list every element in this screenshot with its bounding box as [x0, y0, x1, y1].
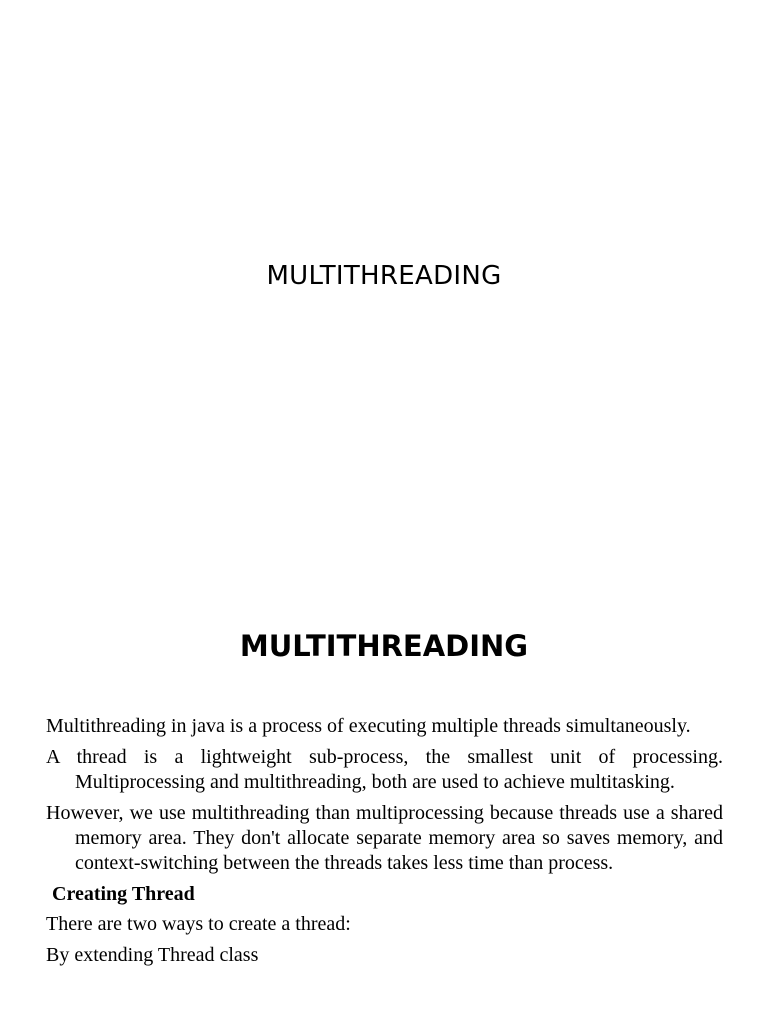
way-extend-thread-line: By extending Thread class	[46, 944, 259, 966]
paragraph-advantage: However, we use multithreading than multiprocessing because threads use a shared memory area. They don't allocate separate memory area so saves memory, and context-switching between the threads takes less time than process.	[46, 802, 723, 874]
paragraph-definition: Multithreading in java is a process of executing multiple threads simultaneously.	[46, 715, 691, 737]
paragraph-thread: A thread is a lightweight sub-process, the smallest unit of processing. Multiprocessing and multithreading, both are used to achieve multitasking.	[46, 746, 723, 793]
ways-intro-line: There are two ways to create a thread:	[46, 913, 351, 935]
slide-heading: MULTITHREADING	[239, 629, 529, 663]
content-slide	[0, 576, 768, 1024]
slide-title: MULTITHREADING	[266, 261, 502, 291]
slide-body	[46, 714, 723, 974]
section-heading: Creating Thread	[52, 883, 195, 905]
